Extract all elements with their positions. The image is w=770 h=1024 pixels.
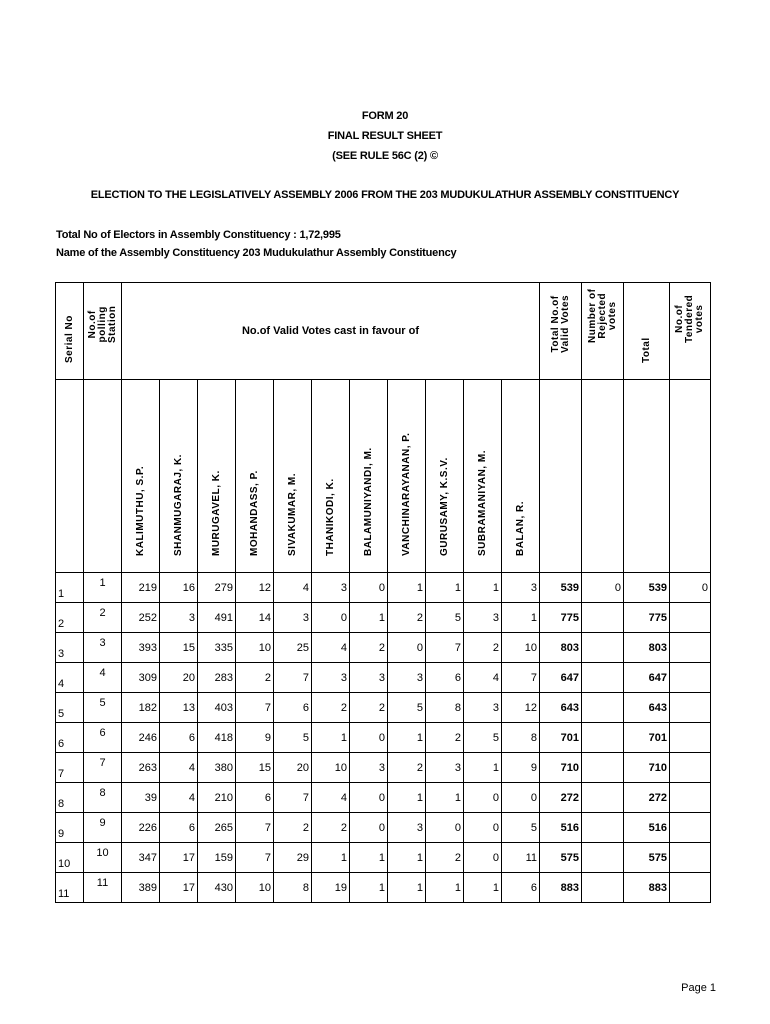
vote-cell: 3	[388, 663, 426, 693]
vote-cell: 210	[198, 783, 236, 813]
candidate-row-blank	[540, 380, 582, 573]
vote-cell: 7	[274, 663, 312, 693]
vote-cell: 1	[426, 873, 464, 903]
vote-cell: 2	[464, 633, 502, 663]
vote-cell: 1	[388, 843, 426, 873]
vote-cell: 12	[236, 573, 274, 603]
vote-cell: 7	[236, 813, 274, 843]
vote-cell: 265	[198, 813, 236, 843]
vote-cell: 3	[312, 663, 350, 693]
rejected-cell	[582, 873, 624, 903]
rejected-header: Number of Rejected votes	[582, 283, 624, 380]
vote-cell: 19	[312, 873, 350, 903]
total-valid-cell: 775	[540, 603, 582, 633]
result-table	[55, 282, 711, 903]
rejected-cell	[582, 603, 624, 633]
total-header: Total	[624, 283, 670, 380]
vote-cell: 279	[198, 573, 236, 603]
vote-cell: 1	[464, 573, 502, 603]
rejected-cell	[582, 693, 624, 723]
vote-cell: 2	[312, 813, 350, 843]
candidate-header: SHANMUGARAJ, K.	[160, 380, 198, 573]
total-cell: 775	[624, 603, 670, 633]
vote-cell: 3	[502, 573, 540, 603]
total-valid-cell: 539	[540, 573, 582, 603]
vote-cell: 14	[236, 603, 274, 633]
vote-cell: 0	[464, 783, 502, 813]
tendered-cell	[670, 633, 711, 663]
candidate-header: VANCHINARAYANAN, P.	[388, 380, 426, 573]
vote-cell: 1	[312, 843, 350, 873]
vote-cell: 5	[388, 693, 426, 723]
candidate-row-blank	[84, 380, 122, 573]
vote-cell: 8	[274, 873, 312, 903]
vote-cell: 0	[426, 813, 464, 843]
candidate-row-blank	[56, 380, 84, 573]
vote-cell: 0	[350, 723, 388, 753]
tendered-header: No.of Tendered votes	[670, 283, 711, 380]
candidate-row-blank	[582, 380, 624, 573]
vote-cell: 2	[350, 693, 388, 723]
vote-cell: 335	[198, 633, 236, 663]
vote-cell: 4	[274, 573, 312, 603]
vote-cell: 1	[502, 603, 540, 633]
vote-cell: 12	[502, 693, 540, 723]
vote-cell: 3	[312, 573, 350, 603]
total-cell: 647	[624, 663, 670, 693]
tendered-cell: 0	[670, 573, 711, 603]
vote-cell: 7	[236, 843, 274, 873]
vote-cell: 5	[274, 723, 312, 753]
total-cell: 272	[624, 783, 670, 813]
form-title: FINAL RESULT SHEET	[327, 130, 443, 142]
vote-cell: 1	[350, 873, 388, 903]
vote-cell: 0	[464, 843, 502, 873]
total-cell: 539	[624, 573, 670, 603]
polling-station-cell: 5	[84, 693, 122, 723]
vote-cell: 389	[122, 873, 160, 903]
candidate-header: MOHANDASS, P.	[236, 380, 274, 573]
total-valid-cell: 643	[540, 693, 582, 723]
candidate-row-blank	[624, 380, 670, 573]
vote-cell: 1	[388, 873, 426, 903]
tendered-cell	[670, 663, 711, 693]
serial-cell: 4	[56, 663, 84, 693]
vote-cell: 3	[464, 603, 502, 633]
table-row	[56, 873, 711, 903]
vote-cell: 6	[160, 813, 198, 843]
candidate-header: SUBRAMANIYAN, M.	[464, 380, 502, 573]
vote-cell: 4	[160, 783, 198, 813]
total-valid-header: Total No.of Valid Votes	[540, 283, 582, 380]
tendered-cell	[670, 813, 711, 843]
rejected-cell	[582, 753, 624, 783]
tendered-cell	[670, 603, 711, 633]
vote-cell: 2	[350, 633, 388, 663]
total-valid-cell: 272	[540, 783, 582, 813]
total-cell: 803	[624, 633, 670, 663]
polling-station-cell: 8	[84, 783, 122, 813]
candidate-header: MURUGAVEL, K.	[198, 380, 236, 573]
polling-station-cell: 3	[84, 633, 122, 663]
vote-cell: 3	[464, 693, 502, 723]
table-row	[56, 603, 711, 633]
vote-cell: 219	[122, 573, 160, 603]
vote-cell: 0	[350, 573, 388, 603]
vote-cell: 5	[464, 723, 502, 753]
constituency-name: Name of the Assembly Constituency 203 Mudukulathur Assembly Constituency	[56, 247, 457, 259]
vote-cell: 1	[312, 723, 350, 753]
vote-cell: 17	[160, 873, 198, 903]
total-cell: 516	[624, 813, 670, 843]
table-row	[56, 783, 711, 813]
table-row	[56, 573, 711, 603]
vote-cell: 5	[426, 603, 464, 633]
polling-station-cell: 11	[84, 873, 122, 903]
rejected-cell: 0	[582, 573, 624, 603]
vote-cell: 3	[388, 813, 426, 843]
vote-cell: 380	[198, 753, 236, 783]
polling-station-cell: 6	[84, 723, 122, 753]
polling-station-cell: 1	[84, 573, 122, 603]
page-number: Page 1	[681, 982, 716, 994]
tendered-cell	[670, 783, 711, 813]
serial-cell: 3	[56, 633, 84, 663]
total-valid-cell: 803	[540, 633, 582, 663]
vote-cell: 1	[388, 723, 426, 753]
polling-station-cell: 2	[84, 603, 122, 633]
candidate-header: BALAN, R.	[502, 380, 540, 573]
vote-cell: 182	[122, 693, 160, 723]
vote-cell: 1	[388, 573, 426, 603]
polling-station-cell: 10	[84, 843, 122, 873]
rejected-cell	[582, 723, 624, 753]
vote-cell: 2	[426, 723, 464, 753]
vote-cell: 4	[160, 753, 198, 783]
vote-cell: 2	[312, 693, 350, 723]
total-valid-cell: 883	[540, 873, 582, 903]
polling-station-cell: 9	[84, 813, 122, 843]
vote-cell: 7	[274, 783, 312, 813]
rejected-cell	[582, 813, 624, 843]
candidate-header: THANIKODI, K.	[312, 380, 350, 573]
table-row	[56, 693, 711, 723]
vote-cell: 10	[312, 753, 350, 783]
vote-cell: 13	[160, 693, 198, 723]
vote-cell: 3	[274, 603, 312, 633]
vote-cell: 10	[502, 633, 540, 663]
total-cell: 575	[624, 843, 670, 873]
total-cell: 701	[624, 723, 670, 753]
vote-cell: 7	[236, 693, 274, 723]
vote-cell: 25	[274, 633, 312, 663]
vote-cell: 1	[350, 603, 388, 633]
candidate-row-blank	[670, 380, 711, 573]
vote-cell: 1	[388, 783, 426, 813]
vote-cell: 3	[350, 663, 388, 693]
total-cell: 883	[624, 873, 670, 903]
vote-cell: 403	[198, 693, 236, 723]
vote-cell: 29	[274, 843, 312, 873]
total-cell: 643	[624, 693, 670, 723]
vote-cell: 17	[160, 843, 198, 873]
tendered-cell	[670, 723, 711, 753]
form-number: FORM 20	[361, 110, 409, 122]
rejected-cell	[582, 633, 624, 663]
vote-cell: 8	[502, 723, 540, 753]
vote-cell: 1	[464, 873, 502, 903]
rejected-cell	[582, 783, 624, 813]
election-title: ELECTION TO THE LEGISLATIVELY ASSEMBLY 2006 FROM THE 203 MUDUKULATHUR ASSEMBLY CONSTITUENCY	[90, 189, 680, 201]
vote-cell: 309	[122, 663, 160, 693]
total-valid-cell: 701	[540, 723, 582, 753]
vote-cell: 9	[502, 753, 540, 783]
tendered-cell	[670, 693, 711, 723]
vote-cell: 2	[274, 813, 312, 843]
vote-cell: 11	[502, 843, 540, 873]
vote-cell: 7	[502, 663, 540, 693]
vote-cell: 159	[198, 843, 236, 873]
total-valid-cell: 575	[540, 843, 582, 873]
vote-cell: 3	[350, 753, 388, 783]
polling-station-header: No.of polling Station	[84, 283, 122, 380]
serial-cell: 1	[56, 573, 84, 603]
rejected-cell	[582, 843, 624, 873]
vote-cell: 0	[464, 813, 502, 843]
vote-cell: 1	[426, 783, 464, 813]
vote-cell: 491	[198, 603, 236, 633]
vote-cell: 15	[160, 633, 198, 663]
vote-cell: 1	[464, 753, 502, 783]
vote-cell: 226	[122, 813, 160, 843]
table-row	[56, 633, 711, 663]
serial-cell: 11	[56, 873, 84, 903]
vote-cell: 3	[160, 603, 198, 633]
vote-cell: 2	[388, 753, 426, 783]
vote-cell: 0	[502, 783, 540, 813]
serial-cell: 6	[56, 723, 84, 753]
vote-cell: 283	[198, 663, 236, 693]
candidate-header: BALAMUNIYANDI, M.	[350, 380, 388, 573]
vote-cell: 20	[160, 663, 198, 693]
vote-cell: 6	[426, 663, 464, 693]
vote-cell: 1	[426, 573, 464, 603]
vote-cell: 6	[236, 783, 274, 813]
vote-cell: 0	[312, 603, 350, 633]
total-cell: 710	[624, 753, 670, 783]
total-electors: Total No of Electors in Assembly Constituency : 1,72,995	[56, 229, 341, 241]
vote-cell: 263	[122, 753, 160, 783]
form-rule: (SEE RULE 56C (2) ©	[332, 150, 438, 162]
table-row	[56, 663, 711, 693]
vote-cell: 10	[236, 633, 274, 663]
vote-cell: 4	[464, 663, 502, 693]
vote-cell: 15	[236, 753, 274, 783]
vote-cell: 0	[388, 633, 426, 663]
vote-cell: 246	[122, 723, 160, 753]
vote-cell: 0	[350, 783, 388, 813]
serial-cell: 9	[56, 813, 84, 843]
vote-cell: 5	[502, 813, 540, 843]
vote-cell: 6	[274, 693, 312, 723]
tendered-cell	[670, 843, 711, 873]
vote-cell: 20	[274, 753, 312, 783]
vote-cell: 7	[426, 633, 464, 663]
vote-cell: 418	[198, 723, 236, 753]
vote-cell: 4	[312, 783, 350, 813]
total-valid-cell: 710	[540, 753, 582, 783]
vote-cell: 4	[312, 633, 350, 663]
vote-cell: 252	[122, 603, 160, 633]
candidate-header: GURUSAMY, K.S.V.	[426, 380, 464, 573]
vote-cell: 0	[350, 813, 388, 843]
vote-cell: 16	[160, 573, 198, 603]
vote-cell: 1	[350, 843, 388, 873]
vote-cell: 393	[122, 633, 160, 663]
polling-station-cell: 7	[84, 753, 122, 783]
serial-cell: 5	[56, 693, 84, 723]
table-row	[56, 753, 711, 783]
vote-cell: 8	[426, 693, 464, 723]
serial-cell: 10	[56, 843, 84, 873]
serial-header: Serial No	[56, 283, 84, 380]
candidate-header: KALIMUTHU, S.P.	[122, 380, 160, 573]
total-valid-cell: 516	[540, 813, 582, 843]
serial-cell: 2	[56, 603, 84, 633]
vote-cell: 6	[502, 873, 540, 903]
vote-cell: 2	[426, 843, 464, 873]
vote-cell: 10	[236, 873, 274, 903]
candidate-header: SIVAKUMAR, M.	[274, 380, 312, 573]
vote-cell: 6	[160, 723, 198, 753]
table-row	[56, 843, 711, 873]
serial-cell: 7	[56, 753, 84, 783]
tendered-cell	[670, 753, 711, 783]
vote-cell: 430	[198, 873, 236, 903]
vote-cell: 9	[236, 723, 274, 753]
polling-station-cell: 4	[84, 663, 122, 693]
total-valid-cell: 647	[540, 663, 582, 693]
vote-cell: 3	[426, 753, 464, 783]
vote-cell: 2	[236, 663, 274, 693]
vote-cell: 347	[122, 843, 160, 873]
serial-cell: 8	[56, 783, 84, 813]
vote-cell: 2	[388, 603, 426, 633]
rejected-cell	[582, 663, 624, 693]
tendered-cell	[670, 873, 711, 903]
vote-cell: 39	[122, 783, 160, 813]
table-row	[56, 813, 711, 843]
valid-votes-header: No.of Valid Votes cast in favour of	[122, 283, 540, 380]
table-row	[56, 723, 711, 753]
